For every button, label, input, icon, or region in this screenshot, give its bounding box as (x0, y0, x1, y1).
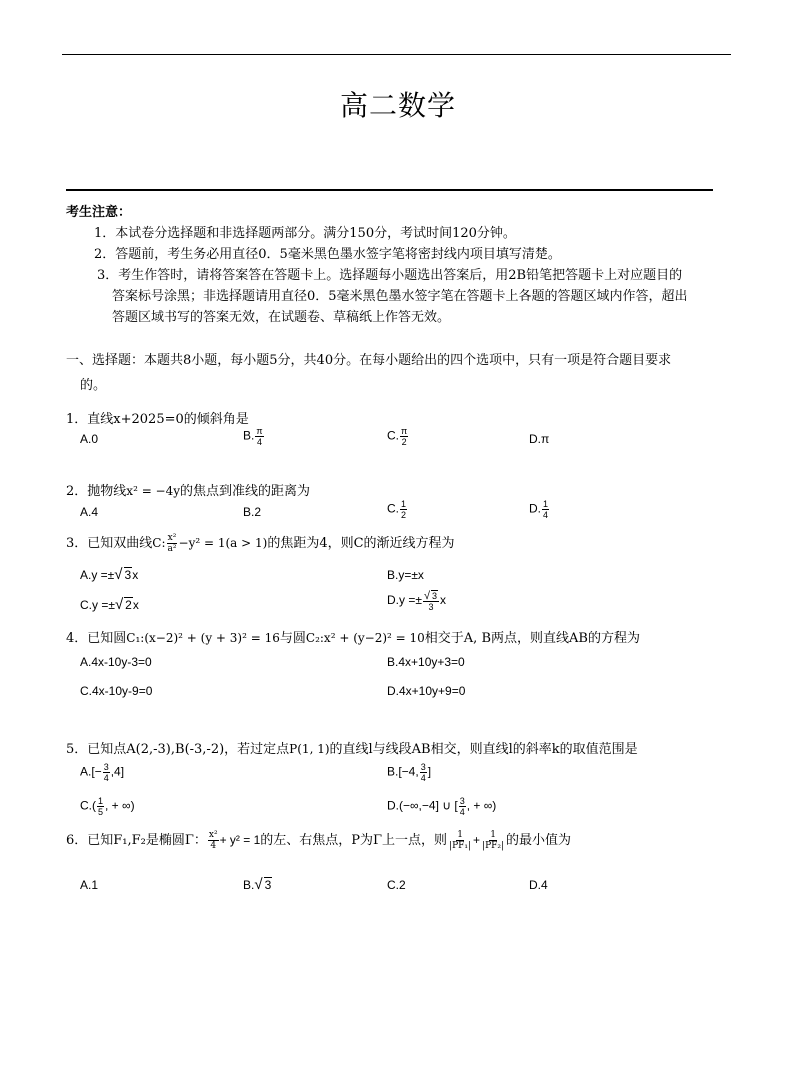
q4-option-b: B.4x+10y+3=0 (387, 655, 465, 669)
q2-option-d: D. $\frac{1}{4}$ (529, 499, 549, 520)
header-rule (66, 189, 713, 191)
q2-option-b: B.2 (243, 505, 262, 519)
question-1-stem (66, 408, 249, 427)
question-text: 直线x+2025=0的倾斜角是 (87, 412, 249, 427)
q3-option-a: A.y =±√ 3x (80, 566, 139, 583)
top-rule (62, 54, 731, 55)
q3-option-b: B.y=±x (387, 568, 424, 582)
q5-option-a: A.[− $\frac{3}{4}$ ,4] (80, 762, 125, 783)
question-4-stem: 4．已知圆C₁:(x−2)² + (y + 3)² = 16与圆C₂:x² + (y−2)² = 10相交于A, B两点，则直线AB的方程为 (66, 631, 640, 646)
q6-option-b: B.√ 3 (243, 876, 272, 893)
question-6-stem: 6．已知F₁,F₂是椭圆Γ： $\frac{\text{x²}}{4}$ + y² = 1的左、右焦点，P为Γ上一点，则 $\frac{1}{\text{|PF₁|}}$ + $\frac{1}{\text{|PF₂|}}$ 的最小值为 (66, 830, 572, 851)
section-heading-line-2: 的。 (80, 378, 107, 393)
q4-option-c: C.4x-10y-9=0 (80, 684, 153, 698)
q5-option-b: B.[−4, $\frac{3}{4}$ ] (387, 762, 432, 783)
question-2-stem: 2．抛物线x² = −4y的焦点到准线的距离为 (66, 484, 311, 499)
page-title: 高二数学 (340, 89, 457, 122)
q1-option-d: D.π (529, 432, 550, 446)
q6-option-a: A.1 (80, 878, 99, 892)
notice-item-3-line-3: 答题区域书写的答案无效，在试题卷、草稿纸上作答无效。 (112, 310, 451, 325)
notice-item-1: 1．本试卷分选择题和非选择题两部分。满分150分，考试时间120分钟。 (94, 226, 516, 241)
math-expression: x² = −4y (126, 484, 181, 498)
q6-option-d: D.4 (529, 878, 548, 892)
q5-option-d: D.(−∞,−4] ∪ [ $\frac{3}{4}$ , + ∞) (387, 796, 497, 817)
q6-option-c: C.2 (387, 878, 406, 892)
notice-item-3: 3．考生作答时，请将答案答在答题卡上。选择题每小题选出答案后，用2B铅笔把答题卡上对应题目的 (97, 268, 683, 283)
q2-option-a: A.4 (80, 505, 99, 519)
notice-item-3-line-2: 答案标号涂黑；非选择题请用直径0．5毫米黑色墨水签字笔在答题卡上各题的答题区域内作答，超出 (112, 289, 688, 304)
q4-option-a: A.4x-10y-3=0 (80, 655, 152, 669)
question-5-stem: 5．已知点A(2,-3),B(-3,-2)，若过定点P(1, 1)的直线l与线段AB相交，则直线l的斜率k的取值范围是 (66, 742, 638, 757)
q3-option-d: D.y =± $\frac{√ 3}{3}$ x (387, 590, 446, 612)
q1-option-c: C. $\frac{\pi}{2}$ (387, 426, 408, 447)
notice-heading: 考生注意： (66, 205, 132, 220)
q1-option-a: A.0 (80, 432, 99, 446)
q3-option-c: C.y =±√ 2x (80, 596, 139, 613)
q2-option-c: C. $\frac{1}{2}$ (387, 499, 407, 520)
section-heading-line-1: 一、选择题：本题共8小题，每小题5分，共40分。在每小题给出的四个选项中，只有一项是符合题目要求 (66, 353, 672, 368)
question-3-stem: 3．已知双曲线C: $\frac{\text{x²}}{\text{a²}}$ −y² = 1(a > 1)的焦距为4，则C的渐近线方程为 (66, 533, 455, 554)
q1-option-b: B. $\frac{\pi}{4}$ (243, 426, 263, 447)
q5-option-c: C.( $\frac{1}{5}$ , + ∞) (80, 796, 135, 817)
notice-item-2: 2．答题前，考生务必用直径0．5毫米黑色墨水签字笔将密封线内项目填写清楚。 (94, 247, 561, 262)
q4-option-d: D.4x+10y+9=0 (387, 684, 466, 698)
question-number: 1． (66, 412, 88, 427)
